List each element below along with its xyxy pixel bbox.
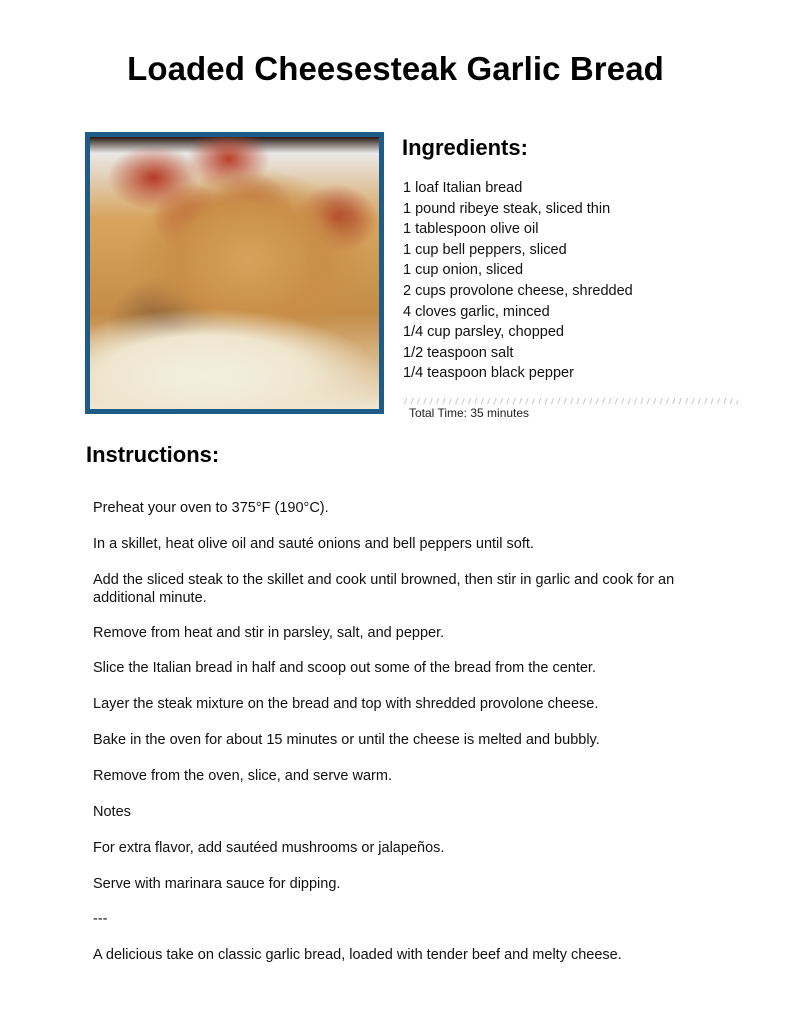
dotted-divider — [402, 398, 738, 404]
instructions-heading: Instructions: — [86, 442, 220, 467]
ingredient-item: 1/2 teaspoon salt — [403, 344, 514, 361]
ingredient-item: 1 tablespoon olive oil — [403, 221, 539, 238]
ingredient-item: 1 cup bell peppers, sliced — [403, 241, 567, 258]
instruction-paragraph: Remove from the oven, slice, and serve warm. — [93, 768, 392, 784]
note-paragraph: Serve with marinara sauce for dipping. — [93, 876, 341, 892]
instruction-paragraph: Layer the steak mixture on the bread and top with shredded provolone cheese. — [93, 696, 599, 712]
ingredients-list — [403, 178, 633, 384]
ingredient-item: 1/4 teaspoon black pepper — [403, 365, 574, 382]
food-image — [90, 137, 379, 409]
ingredient-item: 4 cloves garlic, minced — [403, 303, 550, 320]
ingredient-item: 2 cups provolone cheese, shredded — [403, 282, 633, 299]
ingredient-item: 1 loaf Italian bread — [403, 180, 523, 196]
instruction-paragraph: Slice the Italian bread in half and scoop out some of the bread from the center. — [93, 660, 596, 676]
recipe-title: Loaded Cheesesteak Garlic Bread — [127, 50, 664, 87]
notes-label: Notes — [93, 804, 131, 820]
ingredient-item: 1/4 cup parsley, chopped — [403, 324, 564, 341]
summary-paragraph: A delicious take on classic garlic bread, loaded with tender beef and melty cheese. — [93, 947, 622, 963]
ingredients-heading: Ingredients: — [402, 135, 528, 160]
instruction-paragraph: Preheat your oven to 375°F (190°C). — [93, 500, 329, 516]
recipe-photo — [85, 132, 384, 414]
note-paragraph: For extra flavor, add sautéed mushrooms or jalapeños. — [93, 840, 445, 856]
total-time: Total Time: 35 minutes — [409, 406, 530, 420]
instruction-paragraph: Add the sliced steak to the skillet and cook until browned, then stir in garlic and cook for an additional minute. — [93, 572, 675, 606]
instruction-paragraph: Remove from heat and stir in parsley, salt, and pepper. — [93, 625, 445, 641]
ingredient-item: 1 pound ribeye steak, sliced thin — [403, 200, 611, 217]
instruction-paragraph: In a skillet, heat olive oil and sauté onions and bell peppers until soft. — [93, 536, 534, 552]
separator-text: --- — [93, 911, 108, 927]
ingredient-item: 1 cup onion, sliced — [403, 262, 524, 279]
instruction-paragraph: Bake in the oven for about 15 minutes or until the cheese is melted and bubbly. — [93, 732, 600, 748]
